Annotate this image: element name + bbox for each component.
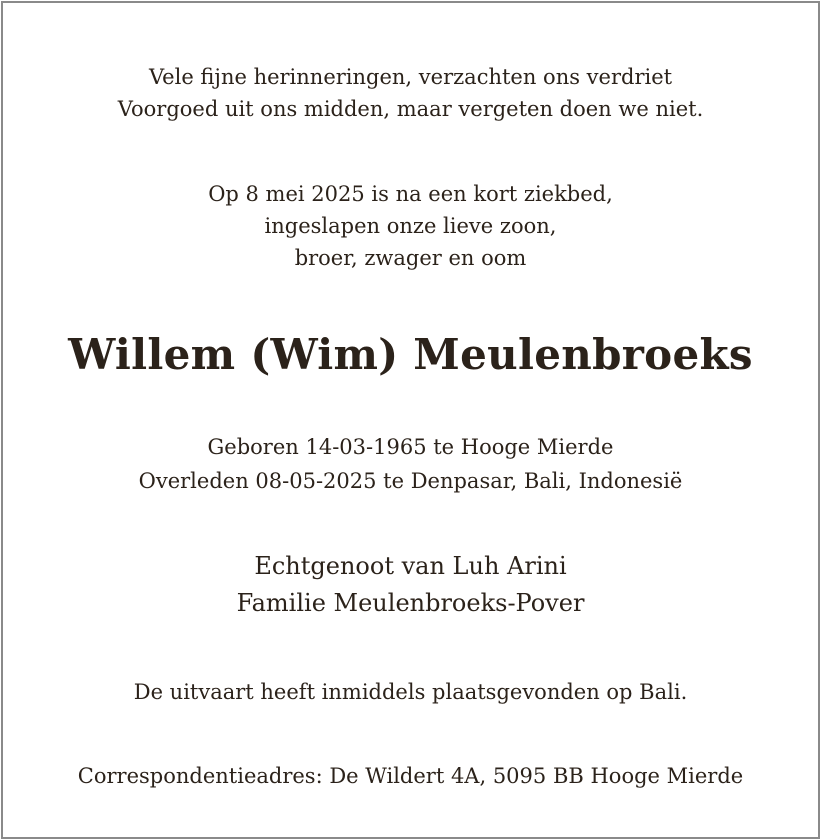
announcement-line-3: broer, zwager en oom: [294, 246, 527, 270]
funeral-note-text: De uitvaart heeft inmiddels plaatsgevonden op Bali.: [133, 680, 688, 704]
family-names: [3, 548, 818, 622]
correspondence-address-text: Correspondentieadres: De Wildert 4A, 5095 BB Hooge Mierde: [77, 764, 744, 788]
death-announcement: [3, 178, 818, 274]
announcement-line-2: ingeslapen onze lieve zoon,: [264, 214, 557, 238]
relatives-line: Familie Meulenbroeks-Pover: [236, 589, 585, 617]
obituary-card: [1, 1, 820, 839]
funeral-note: [3, 676, 818, 708]
spouse-line: Echtgenoot van Luh Arini: [254, 552, 567, 580]
memorial-verse: [3, 61, 818, 125]
deceased-name: Willem (Wim) Meulenbroeks: [68, 330, 753, 379]
correspondence-address: [3, 760, 818, 792]
verse-line-2: Voorgoed uit ons midden, maar vergeten doen we niet.: [117, 97, 704, 121]
death-date: Overleden 08-05-2025 te Denpasar, Bali, Indonesië: [138, 469, 683, 493]
verse-line-1: Vele fijne herinneringen, verzachten ons verdriet: [148, 65, 673, 89]
birth-date: Geboren 14-03-1965 te Hooge Mierde: [207, 435, 614, 459]
announcement-line-1: Op 8 mei 2025 is na een kort ziekbed,: [208, 182, 613, 206]
life-dates: [3, 430, 818, 498]
